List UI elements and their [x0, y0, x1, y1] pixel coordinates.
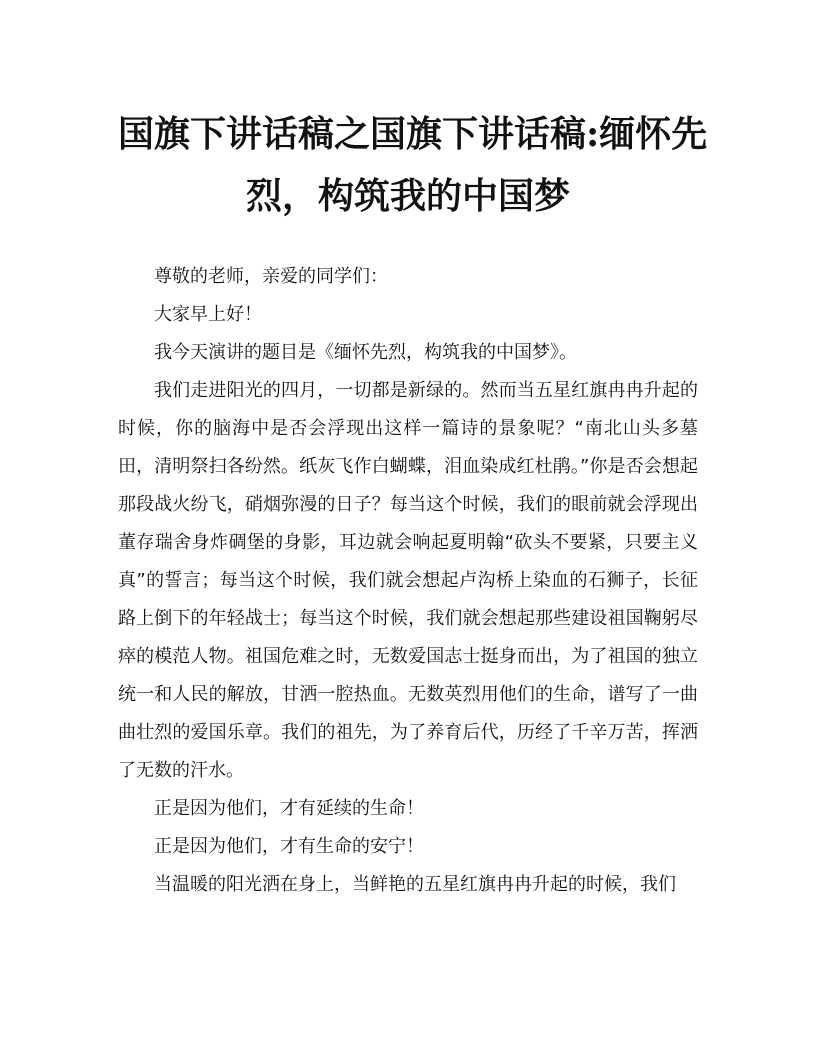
document-title	[118, 103, 708, 227]
paragraph-topic: 我今天演讲的题目是《缅怀先烈，构筑我的中国梦》。	[154, 342, 577, 363]
title-line-1: 国旗下讲话稿之国旗下讲话稿:缅怀先	[118, 113, 708, 155]
paragraph-continuation-1: 正是因为他们，才有延续的生命！	[154, 798, 424, 819]
paragraph-morning: 大家早上好！	[154, 304, 262, 325]
paragraph-main: 我们走进阳光的四月，一切都是新绿的。然而当五星红旗冉冉升起的时候，你的脑海中是否会浮现出这样一篇诗的景象呢？“南北山头多墓田，清明祭扫各纷然。纸灰飞作白蝴蝶，泪血染成红杜鹃。”你是否会想起那段战火纷飞，硝烟弥漫的日子？每当这个时候，我们的眼前就会浮现出董存瑞舍身炸碉堡的身影，耳边就会响起夏明翰“砍头不要紧，只要主义真”的誓言；每当这个时候，我们就会想起卢沟桥上染血的石狮子，长征路上倒下的年轻战士；每当这个时候，我们就会想起那些建设祖国鞠躬尽瘁的模范人物。祖国危难之时，无数爱国志士挺身而出，为了祖国的独立统一和人民的解放，甘洒一腔热血。无数英烈用他们的生命，谱写了一曲曲壮烈的爱国乐章。我们的祖先，为了养育后代，历经了千辛万苦，挥洒了无数的汗水。	[118, 380, 698, 781]
paragraph-continuation-2: 正是因为他们，才有生命的安宁！	[154, 836, 424, 857]
document-body	[118, 258, 698, 904]
title-line-2: 烈，构筑我的中国梦	[245, 175, 570, 217]
paragraph-greeting: 尊敬的老师，亲爱的同学们：	[154, 266, 388, 287]
paragraph-closing-start: 当温暖的阳光洒在身上，当鲜艳的五星红旗冉冉升起的时候，我们	[154, 874, 676, 895]
